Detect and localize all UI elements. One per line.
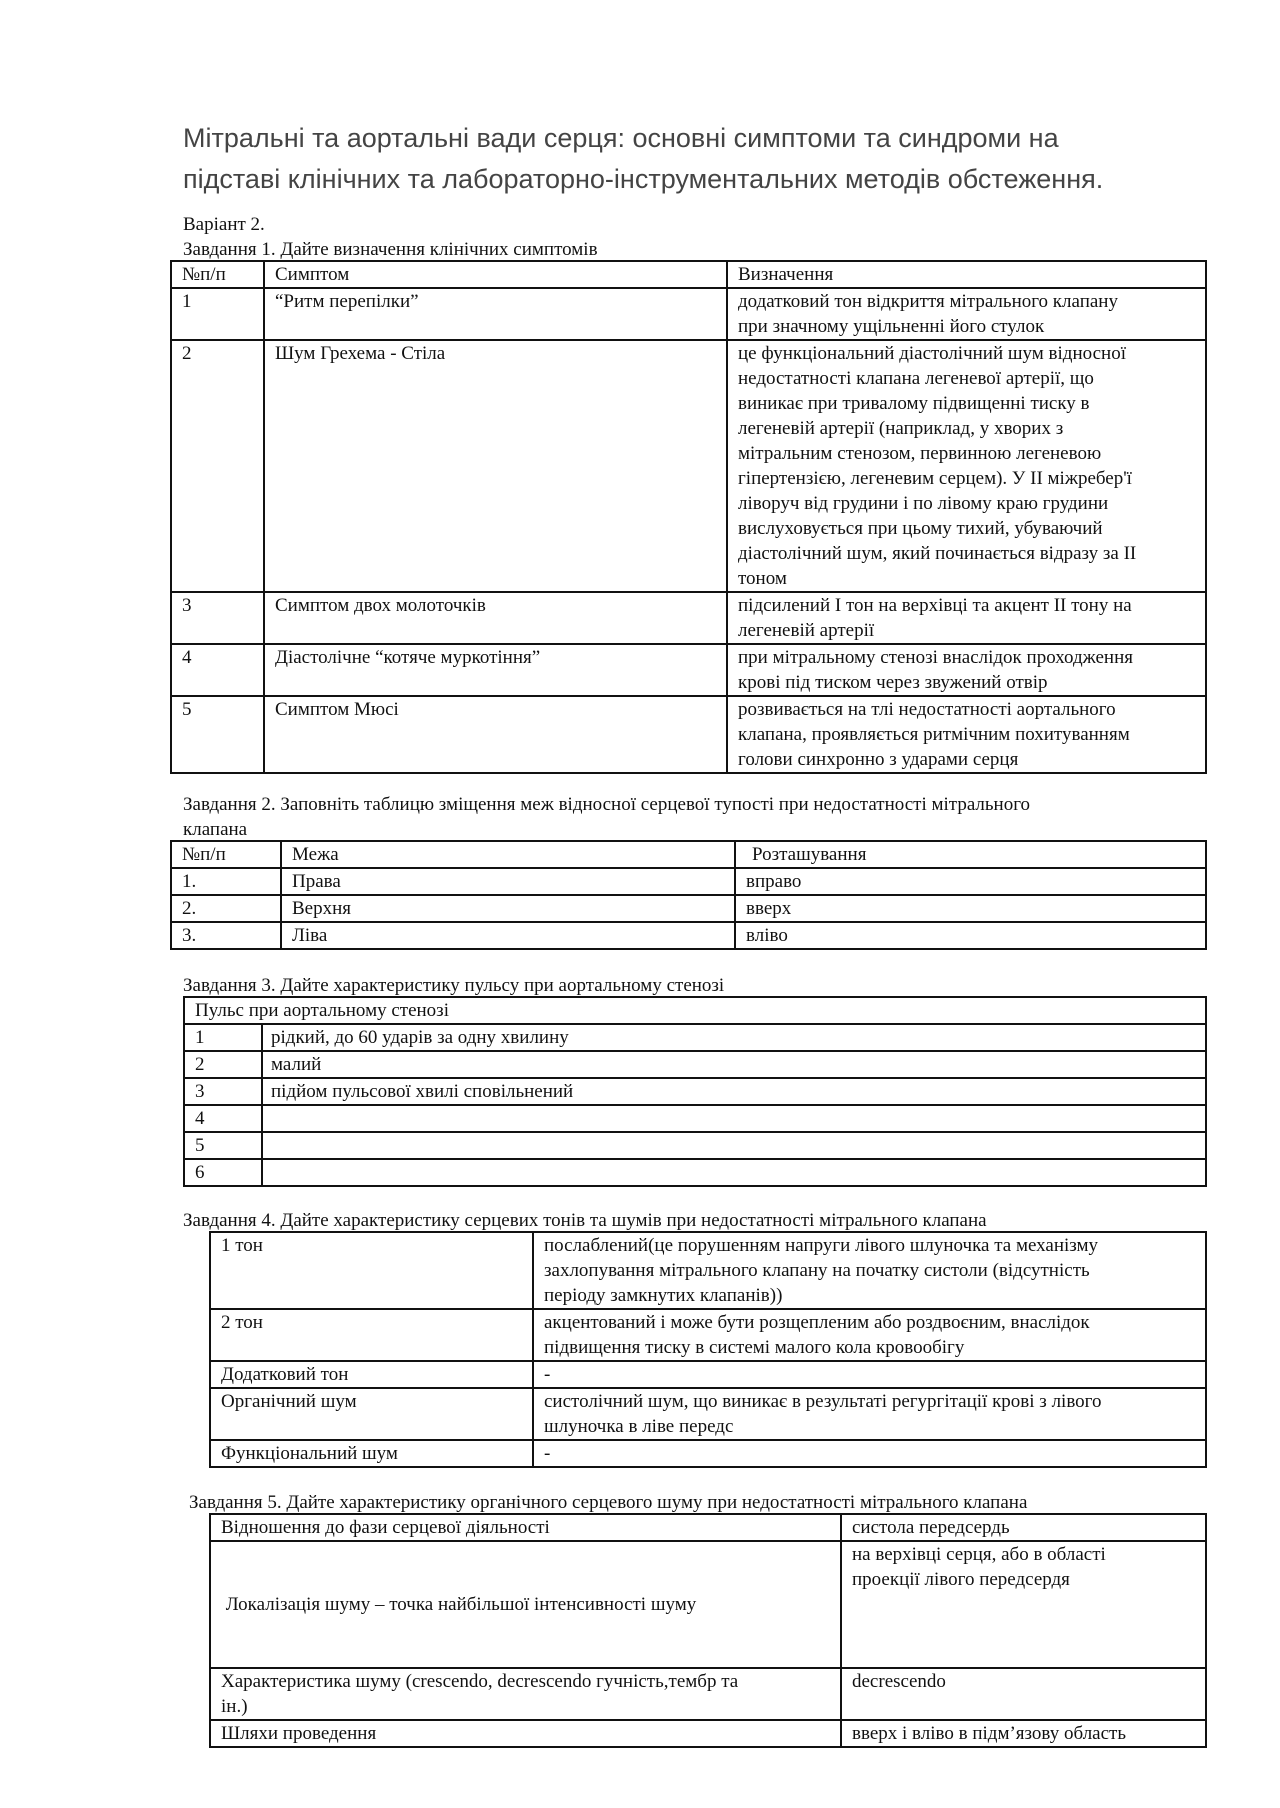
label-cell: Функціональний шум bbox=[210, 1440, 533, 1467]
label-line: Відношення до фази серцевої діяльності bbox=[221, 1517, 550, 1538]
row-number: 6 bbox=[184, 1159, 262, 1186]
table-row bbox=[210, 1668, 1206, 1720]
label-line: Характеристика шуму (crescendo, decrescendo гучність,тембр та bbox=[221, 1671, 739, 1692]
value-line: - bbox=[544, 1364, 551, 1385]
symptom-cell: Діастолічне “котяче муркотіння” bbox=[264, 644, 727, 696]
label-cell: Органічний шум bbox=[210, 1388, 533, 1440]
definition-line: виникає при тривалому підвищенні тиску в bbox=[738, 393, 1090, 414]
symptom-cell: Шум Грехема - Стіла bbox=[264, 340, 727, 592]
symptom-cell: Симптом Мюсі bbox=[264, 696, 727, 773]
label-line: Локалізація шуму – точка найбільшої інтенсивності шуму bbox=[221, 1594, 697, 1615]
task2-table bbox=[170, 840, 1207, 950]
value-line: систола передсердь bbox=[852, 1517, 1010, 1538]
header-cell: Симптом bbox=[264, 261, 727, 288]
table-row bbox=[171, 592, 1206, 644]
definition-line: вислуховується при цьому тихий, убуваючий bbox=[738, 518, 1103, 539]
definition-cell bbox=[727, 696, 1206, 773]
table-header-row bbox=[171, 841, 1206, 868]
row-number: 4 bbox=[184, 1105, 262, 1132]
header-cell: Пульс при аортальному стенозі bbox=[184, 997, 1206, 1024]
label-cell bbox=[210, 1514, 841, 1541]
task4-table bbox=[209, 1231, 1207, 1468]
definition-line: тоном bbox=[738, 568, 787, 589]
document-title bbox=[183, 118, 1183, 200]
definition-line: крові під тиском через звужений отвір bbox=[738, 672, 1048, 693]
pulse-cell: підйом пульсової хвилі сповільнений bbox=[262, 1078, 1206, 1105]
task5-heading: Завдання 5. Дайте характеристику органічного серцевого шуму при недостатності мітрального клапана bbox=[189, 1492, 1028, 1513]
value-line: вверх і вліво в підм’язову область bbox=[852, 1723, 1127, 1744]
table-row bbox=[210, 1232, 1206, 1309]
definition-cell bbox=[727, 644, 1206, 696]
symptom-cell: Симптом двох молоточків bbox=[264, 592, 727, 644]
task2-heading-line-1: Завдання 2. Заповніть таблицю зміщення меж відносної серцевої тупості при недостатності мітрального bbox=[183, 794, 1031, 815]
definition-line: недостатності клапана легеневої артерії, що bbox=[738, 368, 1094, 389]
task1-heading: Завдання 1. Дайте визначення клінічних симптомів bbox=[183, 239, 598, 260]
table-row bbox=[171, 644, 1206, 696]
table-row bbox=[171, 868, 1206, 895]
task4-heading: Завдання 4. Дайте характеристику серцевих тонів та шумів при недостатності мітрального клапана bbox=[183, 1210, 987, 1231]
title-line-2: підставі клінічних та лабораторно-інструментальних методів обстеження. bbox=[183, 164, 1104, 194]
label-line: Шляхи проведення bbox=[221, 1723, 377, 1744]
row-number: 2. bbox=[171, 895, 281, 922]
table-row bbox=[171, 696, 1206, 773]
label-cell: Додатковий тон bbox=[210, 1361, 533, 1388]
definition-line: додатковий тон відкриття мітрального клапану bbox=[738, 291, 1118, 312]
border-cell: Права bbox=[281, 868, 735, 895]
pulse-cell bbox=[262, 1132, 1206, 1159]
definition-line: діастолічний шум, який починається відразу за ІІ bbox=[738, 543, 1137, 564]
symptom-cell: “Ритм перепілки” bbox=[264, 288, 727, 340]
definition-line: голови синхронно з ударами серця bbox=[738, 749, 1019, 770]
definition-cell bbox=[727, 288, 1206, 340]
value-line: - bbox=[544, 1443, 551, 1464]
header-cell: Визначення bbox=[727, 261, 1206, 288]
row-number: 5 bbox=[184, 1132, 262, 1159]
table-row bbox=[184, 1051, 1206, 1078]
value-line: систолічний шум, що виникає в результаті регургітації крові з лівого bbox=[544, 1391, 1102, 1412]
value-cell bbox=[841, 1541, 1206, 1668]
table-row bbox=[171, 895, 1206, 922]
location-cell: вліво bbox=[735, 922, 1206, 949]
row-number: 3 bbox=[171, 592, 264, 644]
task3-heading: Завдання 3. Дайте характеристику пульсу при аортальному стенозі bbox=[183, 975, 725, 996]
table-row bbox=[184, 1024, 1206, 1051]
table-row bbox=[210, 1720, 1206, 1747]
header-cell: №п/п bbox=[171, 841, 281, 868]
definition-line: гіпертензією, легеневим серцем). У ІІ міжребер'ї bbox=[738, 468, 1132, 489]
value-line: проекції лівого передсердя bbox=[852, 1569, 1070, 1590]
table-row bbox=[210, 1361, 1206, 1388]
table-header-row bbox=[184, 997, 1206, 1024]
value-cell bbox=[533, 1309, 1206, 1361]
label-cell bbox=[210, 1541, 841, 1668]
table-row bbox=[184, 1159, 1206, 1186]
definition-cell bbox=[727, 340, 1206, 592]
table-row bbox=[210, 1541, 1206, 1668]
value-cell bbox=[533, 1361, 1206, 1388]
definition-line: підсилений І тон на верхівці та акцент ІІ тону на bbox=[738, 595, 1132, 616]
value-line: decrescendo bbox=[852, 1671, 946, 1692]
value-cell bbox=[533, 1440, 1206, 1467]
header-cell: Межа bbox=[281, 841, 735, 868]
table-row bbox=[210, 1388, 1206, 1440]
header-cell: №п/п bbox=[171, 261, 264, 288]
border-cell: Ліва bbox=[281, 922, 735, 949]
row-number: 3 bbox=[184, 1078, 262, 1105]
label-line: ін.) bbox=[221, 1696, 248, 1717]
definition-line: при значному ущільненні його стулок bbox=[738, 316, 1045, 337]
table-row bbox=[184, 1132, 1206, 1159]
label-cell: 1 тон bbox=[210, 1232, 533, 1309]
label-cell: 2 тон bbox=[210, 1309, 533, 1361]
table-row bbox=[210, 1309, 1206, 1361]
definition-cell bbox=[727, 592, 1206, 644]
value-cell bbox=[841, 1668, 1206, 1720]
task3-table bbox=[183, 996, 1207, 1187]
location-cell: вправо bbox=[735, 868, 1206, 895]
row-number: 1 bbox=[171, 288, 264, 340]
task5-table bbox=[209, 1513, 1207, 1748]
row-number: 2 bbox=[171, 340, 264, 592]
title-line-1: Мітральні та аортальні вади серця: основні симптоми та синдроми на bbox=[183, 123, 1059, 153]
table-row bbox=[210, 1514, 1206, 1541]
table-row bbox=[210, 1440, 1206, 1467]
value-cell bbox=[841, 1720, 1206, 1747]
row-number: 5 bbox=[171, 696, 264, 773]
value-line: шлуночка в ліве передс bbox=[544, 1416, 734, 1437]
value-line: періоду замкнутих клапанів)) bbox=[544, 1285, 783, 1306]
pulse-cell: рідкий, до 60 ударів за одну хвилину bbox=[262, 1024, 1206, 1051]
definition-line: клапана, проявляється ритмічним похитуванням bbox=[738, 724, 1130, 745]
location-cell: вверх bbox=[735, 895, 1206, 922]
pulse-cell bbox=[262, 1159, 1206, 1186]
table-row bbox=[171, 288, 1206, 340]
table-row bbox=[171, 922, 1206, 949]
row-number: 1. bbox=[171, 868, 281, 895]
task1-table bbox=[170, 260, 1207, 774]
value-cell bbox=[533, 1232, 1206, 1309]
value-line: послаблений(це порушенням напруги лівого шлуночка та механізму bbox=[544, 1235, 1099, 1256]
definition-line: ліворуч від грудини і по лівому краю грудини bbox=[738, 493, 1109, 514]
pulse-cell bbox=[262, 1105, 1206, 1132]
border-cell: Верхня bbox=[281, 895, 735, 922]
row-number: 4 bbox=[171, 644, 264, 696]
definition-line: при мітральному стенозі внаслідок проходження bbox=[738, 647, 1134, 668]
row-number: 3. bbox=[171, 922, 281, 949]
table-row bbox=[184, 1078, 1206, 1105]
value-line: акцентований і може бути розщепленим або роздвоєним, внаслідок bbox=[544, 1312, 1090, 1333]
definition-line: розвивається на тлі недостатності аортального bbox=[738, 699, 1116, 720]
definition-line: легеневій артерії bbox=[738, 620, 875, 641]
value-line: підвищення тиску в системі малого кола кровообігу bbox=[544, 1337, 965, 1358]
table-header-row bbox=[171, 261, 1206, 288]
variant-label: Варіант 2. bbox=[183, 214, 265, 235]
value-line: захлопування мітрального клапану на початку систоли (відсутність bbox=[544, 1260, 1090, 1281]
row-number: 1 bbox=[184, 1024, 262, 1051]
row-number: 2 bbox=[184, 1051, 262, 1078]
value-cell bbox=[533, 1388, 1206, 1440]
table-row bbox=[171, 340, 1206, 592]
value-cell bbox=[841, 1514, 1206, 1541]
definition-line: це функціональний діастолічний шум відносної bbox=[738, 343, 1126, 364]
label-cell bbox=[210, 1720, 841, 1747]
definition-line: легеневій артерії (наприклад, у хворих з bbox=[738, 418, 1064, 439]
task2-heading-line-2: клапана bbox=[183, 819, 248, 840]
pulse-cell: малий bbox=[262, 1051, 1206, 1078]
table-row bbox=[184, 1105, 1206, 1132]
header-cell: Розташування bbox=[735, 841, 1206, 868]
label-cell bbox=[210, 1668, 841, 1720]
value-line: на верхівці серця, або в області bbox=[852, 1544, 1106, 1565]
definition-line: мітральним стенозом, первинною легеневою bbox=[738, 443, 1102, 464]
